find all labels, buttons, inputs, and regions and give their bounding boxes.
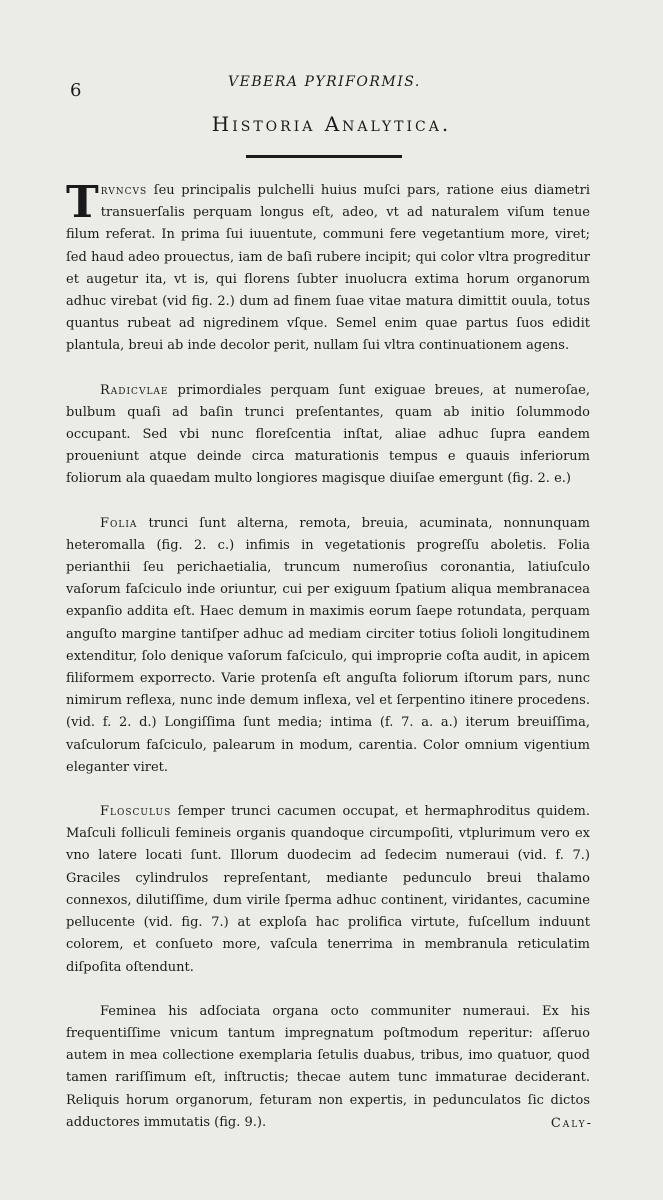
title-rule [246,155,402,158]
body-text [66,177,590,1156]
paragraph-text: trunci ſunt alterna, remota, breuia, acuminata, nonnunquam heteromalla (fig. 2. c.) infimis in vegetationis progreſſu aboletis. Folia perianthii ſeu perichaetialia, truncum numeroſius coronantia, latiuſculo vaſorum faſciculo inde oriuntur, cui per exiguum ſpatium aliqua membranacea expanſio addita eſt. Haec demum in maximis eorum ſaepe rotundata, perquam anguſto margine tantiſper adhuc ad mediam circiter totius ſolioli longitudinem extenditur, ſolo denique vaſorum faſciculo, qui improprie coſta audit, in apicem filiformem exporrecto. Varie protenſa eſt anguſta foliorum iſtorum pars, nunc nimirum reflexa, nunc inde demum inflexa, vel et ſerpentino itinere procedens. (vid. f. 2. d.) Longiſſima ſunt media; intima (f. 7. a. a.) iterum breuiſſima, vaſculorum faſciculo, palearum in modum, carentia. Color omnium vigentium eleganter viret. [66,515,590,775]
drop-cap: T [66,177,99,228]
paragraph-flosculus [66,801,590,979]
paragraph-truncus [66,177,590,358]
paragraph-folia [66,513,590,779]
paragraph-lead: Folia [100,515,138,531]
page-number: 6 [70,80,82,101]
paragraph-text: primordiales perquam ſunt exiguae breues, at numeroſae, bulbum quaſi ad baſin trunci preſentantes, quam ab initio ſolummodo occupant. Sed vbi nunc floreſcentia inſtat, aliae adhuc ſupra eandem proueniunt atque deinde circa maturationis tempus e quauis inferiorum foliorum ala quaedam multo longiores magisque diuiſae emergunt (fig. 2. e.) [66,382,590,487]
paragraph-feminea [66,1001,590,1134]
paragraph-lead: rvncvs [100,183,148,198]
paragraph-lead: Radicvlae [100,382,169,398]
paragraph-text: ſeu principalis pulchelli huius muſci pars, ratione eius diametri transuerſalis perquam longus eſt, adeo, vt ad naturalem viſum tenue filum referat. In prima ſui iuuentute, communi fere vegetantium more, viret; ſed haud adeo prouectus, iam de baſi rubere incipit; qui color vltra progreditur et augetur ita, vt is, qui florens ſubter inuolucra extima horum organorum adhuc virebat (vid fig. 2.) dum ad finem ſuae vitae matura dimittit ouula, totus quantus rubeat ad nigredinem vſque. Semel enim quae partus ſuos edidit plantula, breui ab inde decolor perit, nullam ſui vltra continuationem agens. [66,183,590,354]
paragraph-lead: Flosculus [100,804,172,820]
catchword: Caly- [550,1116,593,1131]
running-head: VEBERA PYRIFORMIS. [228,74,421,90]
paragraph-text: Feminea his adſociata organa octo communiter numeraui. Ex his frequentiſſime vnicum tantum impregnatum poſtmodum reperitur: aſſeruo autem in mea collectione exemplaria ſetulis duabus, tribus, imo quatuor, quod tamen rariſſimum eſt, inſtructis; thecae autem tunc immaturae deciderant. Reliquis horum organorum, feturam non expertis, in pedunculatos ſic dictos adductores immutatis (fig. 9.). [66,1003,590,1130]
paragraph-text: ſemper trunci cacumen occupat, et hermaphroditus quidem. Maſculi folliculi femineis organis quandoque circumpoſiti, vtplurimum vero ex vno latere locati ſunt. Illorum duodecim ad ſedecim numeraui (vid. f. 7.) Graciles cylindrulos repreſentant, mediante pedunculo breui thalamo connexos, dilutiſſime, dum virile ſperma adhuc continent, viridantes, cacumine pellucente (vid. fig. 7.) at exploſa hac prolifica virtute, fuſcellum induunt colorem, et conſueto more, vaſcula tenerrima in membranula reticulatim diſpoſita oſtendunt. [66,804,590,975]
paragraph-radiculae [66,380,590,491]
page-title: Historia Analytica. [211,112,452,136]
